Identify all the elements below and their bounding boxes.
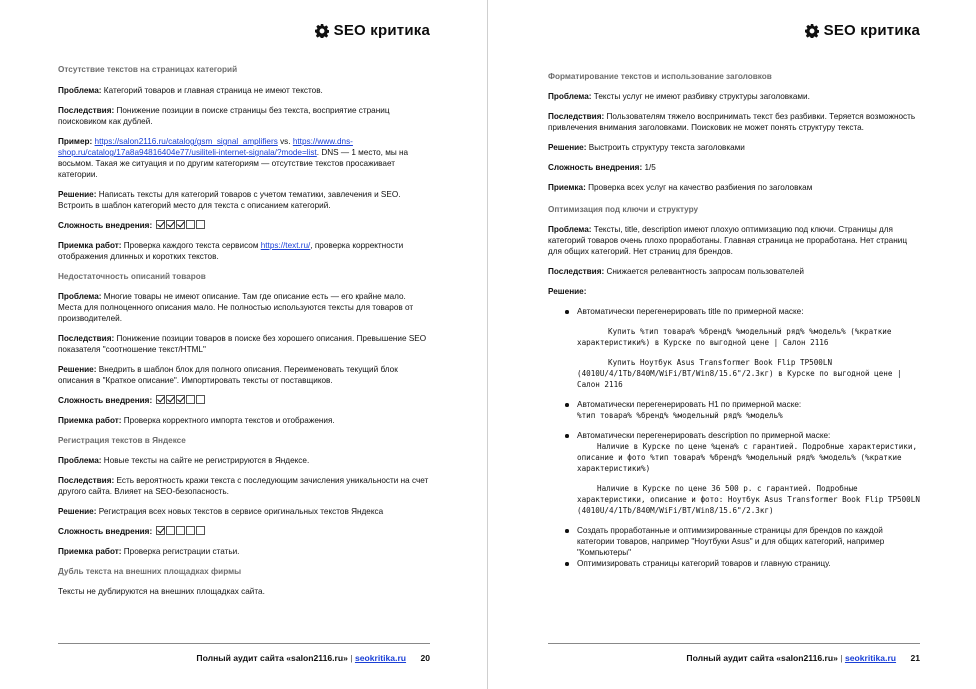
section-title: Форматирование текстов и использование заголовков bbox=[548, 72, 772, 81]
solution-text: Выстроить структуру текста заголовками bbox=[588, 143, 745, 152]
solution-list bbox=[548, 525, 920, 569]
consequences-text: Понижение позиции в поиске страницы без текста, восприятие страниц поисковиком как дублей. bbox=[58, 106, 390, 126]
list-item: Создать проработанные и оптимизированные страницы для брендов по каждой категории товаров, например "Ноутбуки Asus" и для общих категорий, например "Компьютеры" bbox=[548, 525, 920, 558]
rating-box-checked bbox=[176, 220, 185, 229]
footer-separator: | bbox=[350, 653, 353, 663]
acceptance-label: Приемка: bbox=[548, 183, 586, 192]
problem-text: Тексты услуг не имеют разбивку структуры заголовками. bbox=[593, 92, 810, 101]
rating-box-checked bbox=[166, 220, 175, 229]
solution-label: Решение: bbox=[548, 287, 587, 296]
complexity-rating bbox=[156, 526, 205, 535]
problem-paragraph bbox=[58, 85, 430, 96]
complexity-row bbox=[58, 220, 430, 231]
description-mask-code: Наличие в Курске по цене %цена% с гарантией. Подробные характеристики, описание и фото %тип товара% %бренд% %модельный ряд% %модель% (%краткие характеристики%) bbox=[577, 442, 918, 473]
rating-box-checked bbox=[156, 220, 165, 229]
brand-logo bbox=[805, 22, 920, 39]
acceptance-text: Проверка каждого текста сервисом bbox=[123, 241, 261, 250]
solution-label: Решение: bbox=[548, 143, 587, 152]
consequences-text: Снижается релевантность запросам пользователей bbox=[606, 267, 804, 276]
consequences-paragraph bbox=[58, 105, 430, 127]
section-title: Отсутствие текстов на страницах категорий bbox=[58, 65, 238, 74]
problem-text: Многие товары не имеют описание. Там где описание есть — его крайне мало. Места для полноценного описания мало. Не полностью используются тексты для товаров от производителей. bbox=[58, 292, 414, 323]
solution-paragraph bbox=[58, 189, 430, 211]
solution-label: Решение: bbox=[58, 507, 97, 516]
text-ru-link[interactable]: https://text.ru/ bbox=[260, 241, 311, 250]
problem-paragraph bbox=[58, 291, 430, 324]
example-link-dns[interactable]: https://www.dns-shop.ru/catalog/17a8a94816404e77/usiliteli-internet-signala/?mode=list bbox=[58, 137, 353, 157]
problem-label: Проблема: bbox=[58, 456, 102, 465]
footer-site-link[interactable]: seokritika.ru bbox=[354, 653, 407, 663]
acceptance-label: Приемка работ: bbox=[58, 547, 122, 556]
problem-text: Тексты, title, description имеют плохую оптимизацию под ключи. Страницы для категорий товаров очень плохо проработаны. Главная страница не проработана. Нет страниц для общих категорий. Нет страниц для брендов. bbox=[548, 225, 908, 256]
acceptance-label: Приемка работ: bbox=[58, 241, 122, 250]
complexity-rating bbox=[156, 220, 205, 229]
consequences-label: Последствия: bbox=[58, 106, 115, 115]
complexity-value: 1/5 bbox=[644, 163, 656, 172]
solution-paragraph bbox=[58, 364, 430, 386]
consequences-label: Последствия: bbox=[548, 112, 605, 121]
rating-box-empty bbox=[196, 395, 205, 404]
consequences-label: Последствия: bbox=[58, 476, 115, 485]
rating-box-empty bbox=[186, 526, 195, 535]
solution-text: Внедрить в шаблон блок для полного описания. Переименовать текущий блок описания в "Краткое описание". Импортировать тексты от поставщиков. bbox=[58, 365, 398, 385]
list-item bbox=[548, 399, 920, 421]
consequences-paragraph bbox=[548, 266, 920, 277]
consequences-label: Последствия: bbox=[58, 334, 115, 343]
solution-list bbox=[548, 430, 920, 441]
consequences-text: Понижение позиции товаров в поиске без хорошего описания. Превышение SEO показателя "соотношение текст/HTML" bbox=[58, 334, 427, 354]
rating-box-empty bbox=[166, 526, 175, 535]
problem-paragraph bbox=[548, 224, 920, 257]
page-content bbox=[58, 64, 430, 597]
footer-separator: | bbox=[840, 653, 843, 663]
page-number: 20 bbox=[420, 653, 430, 663]
complexity-label: Сложность внедрения: bbox=[548, 163, 643, 172]
consequences-text: Есть вероятность кражи текста с последующим зачисления уникальности на счет другого сайта. Влияет на SEO-безопасность. bbox=[58, 476, 429, 496]
brand-logo bbox=[315, 22, 430, 39]
solution-paragraph bbox=[58, 506, 430, 517]
acceptance-label: Приемка работ: bbox=[58, 416, 122, 425]
section-title: Оптимизация под ключи и структуру bbox=[548, 205, 699, 214]
problem-label: Проблема: bbox=[58, 292, 102, 301]
acceptance-paragraph bbox=[548, 182, 920, 193]
complexity-label: Сложность внедрения: bbox=[58, 221, 153, 230]
solution-label: Решение: bbox=[58, 365, 97, 374]
acceptance-paragraph bbox=[58, 546, 430, 557]
list-item: Автоматически перегенерировать description по примерной маске: bbox=[548, 430, 920, 441]
rating-box-checked bbox=[176, 395, 185, 404]
page-21 bbox=[548, 0, 920, 689]
complexity-label: Сложность внедрения: bbox=[58, 527, 153, 536]
acceptance-text: Проверка всех услуг на качество разбиения по заголовкам bbox=[588, 183, 813, 192]
complexity-row bbox=[58, 395, 430, 406]
example-link-salon[interactable]: https://salon2116.ru/catalog/gsm_signal_amplifiers bbox=[94, 137, 278, 146]
list-item-text: Автоматически перегенерировать H1 по примерной маске: bbox=[577, 400, 802, 409]
complexity-label: Сложность внедрения: bbox=[58, 396, 153, 405]
gear-icon bbox=[805, 24, 819, 38]
solution-list bbox=[548, 306, 920, 317]
rating-box-empty bbox=[196, 220, 205, 229]
page-content bbox=[548, 71, 920, 569]
page-footer bbox=[686, 653, 920, 663]
title-example-code: Купить Ноутбук Asus Transformer Book Flip TP500LN (4010U/4/1Tb/840M/WiFi/BT/Win8/15.6"/2.3кг) в Курске по выгодной цене | Салон 2116 bbox=[577, 358, 902, 389]
h1-mask-code: %тип товара% %бренд% %модельный ряд% %модель% bbox=[577, 411, 783, 420]
acceptance-text: Проверка регистрации статьи. bbox=[123, 547, 240, 556]
solution-list bbox=[548, 399, 920, 421]
consequences-paragraph bbox=[58, 333, 430, 355]
consequences-text: Пользователям тяжело воспринимать текст без разбивки. Теряется возможность привлечения внимания заголовками. Поисковик не может понять структуру текста. bbox=[548, 112, 916, 132]
section-text: Тексты не дублируются на внешних площадках сайта. bbox=[58, 587, 265, 596]
brand-name: SEO критика bbox=[823, 22, 920, 39]
section-title: Дубль текста на внешних площадках фирмы bbox=[58, 567, 242, 576]
brand-name: SEO критика bbox=[333, 22, 430, 39]
solution-text: Написать тексты для категорий товаров с учетом тематики, завлечения и SEO. Встроить в шаблон категорий место для текста с описанием категорий. bbox=[58, 190, 401, 210]
acceptance-paragraph bbox=[58, 415, 430, 426]
acceptance-text-end: , проверка корректности отображения длинных и коротких текстов. bbox=[58, 241, 404, 261]
rating-box-empty bbox=[196, 526, 205, 535]
section-title: Недостаточность описаний товаров bbox=[58, 272, 206, 281]
problem-paragraph bbox=[58, 455, 430, 466]
list-item: Автоматически перегенерировать title по примерной маске: bbox=[548, 306, 920, 317]
complexity-rating bbox=[156, 395, 205, 404]
page-footer bbox=[196, 653, 430, 663]
complexity-row bbox=[58, 526, 430, 537]
problem-label: Проблема: bbox=[548, 92, 592, 101]
rating-box-checked bbox=[166, 395, 175, 404]
footer-divider bbox=[548, 643, 920, 644]
rating-box-empty bbox=[176, 526, 185, 535]
acceptance-paragraph bbox=[58, 240, 430, 262]
rating-box-checked bbox=[156, 395, 165, 404]
page-divider bbox=[487, 0, 488, 689]
rating-box-checked bbox=[156, 526, 165, 535]
page-number: 21 bbox=[910, 653, 920, 663]
consequences-label: Последствия: bbox=[548, 267, 605, 276]
consequences-paragraph bbox=[548, 111, 920, 133]
problem-label: Проблема: bbox=[58, 86, 102, 95]
footer-site-link[interactable]: seokritika.ru bbox=[844, 653, 897, 663]
example-paragraph bbox=[58, 136, 430, 180]
example-vs: vs. bbox=[277, 137, 291, 146]
footer-divider bbox=[58, 643, 430, 644]
title-mask-code: Купить %тип товара% %бренд% %модельный ряд% %модель% (%краткие характеристики%) в Курске по выгодной цене | Салон 2116 bbox=[577, 327, 892, 347]
solution-text: Регистрация всех новых текстов в сервисе оригинальных текстов Яндекса bbox=[98, 507, 384, 516]
rating-box-empty bbox=[186, 395, 195, 404]
consequences-paragraph bbox=[58, 475, 430, 497]
problem-paragraph bbox=[548, 91, 920, 102]
complexity-paragraph bbox=[548, 162, 920, 173]
problem-label: Проблема: bbox=[548, 225, 592, 234]
footer-title: Полный аудит сайта «salon2116.ru» bbox=[196, 653, 348, 663]
solution-paragraph bbox=[548, 142, 920, 153]
gear-icon bbox=[315, 24, 329, 38]
section-title: Регистрация текстов в Яндексе bbox=[58, 436, 186, 445]
list-item: Оптимизировать страницы категорий товаров и главную страницу. bbox=[548, 558, 920, 569]
footer-title: Полный аудит сайта «salon2116.ru» bbox=[686, 653, 838, 663]
page-20 bbox=[58, 0, 430, 689]
description-example-code: Наличие в Курске по цене 36 500 р. с гарантией. Подробные характеристики, описание и фото: Ноутбук Asus Transformer Book Flip TP500LN (4010U/4/1Tb/840M/WiFi/BT/Win8/15.6"/2.3кг) bbox=[577, 484, 920, 515]
problem-text: Категорий товаров и главная страница не имеют текстов. bbox=[103, 86, 323, 95]
rating-box-empty bbox=[186, 220, 195, 229]
solution-label: Решение: bbox=[58, 190, 97, 199]
example-label: Пример: bbox=[58, 137, 93, 146]
problem-text: Новые тексты на сайте не регистрируются в Яндексе. bbox=[103, 456, 310, 465]
example-text: . DNS — 1 место, мы на восьмом. Такая же ситуация и по другим категориям — отсутствие текстов просаживает категории. bbox=[58, 148, 409, 179]
acceptance-text: Проверка корректного импорта текстов и отображения. bbox=[123, 416, 335, 425]
